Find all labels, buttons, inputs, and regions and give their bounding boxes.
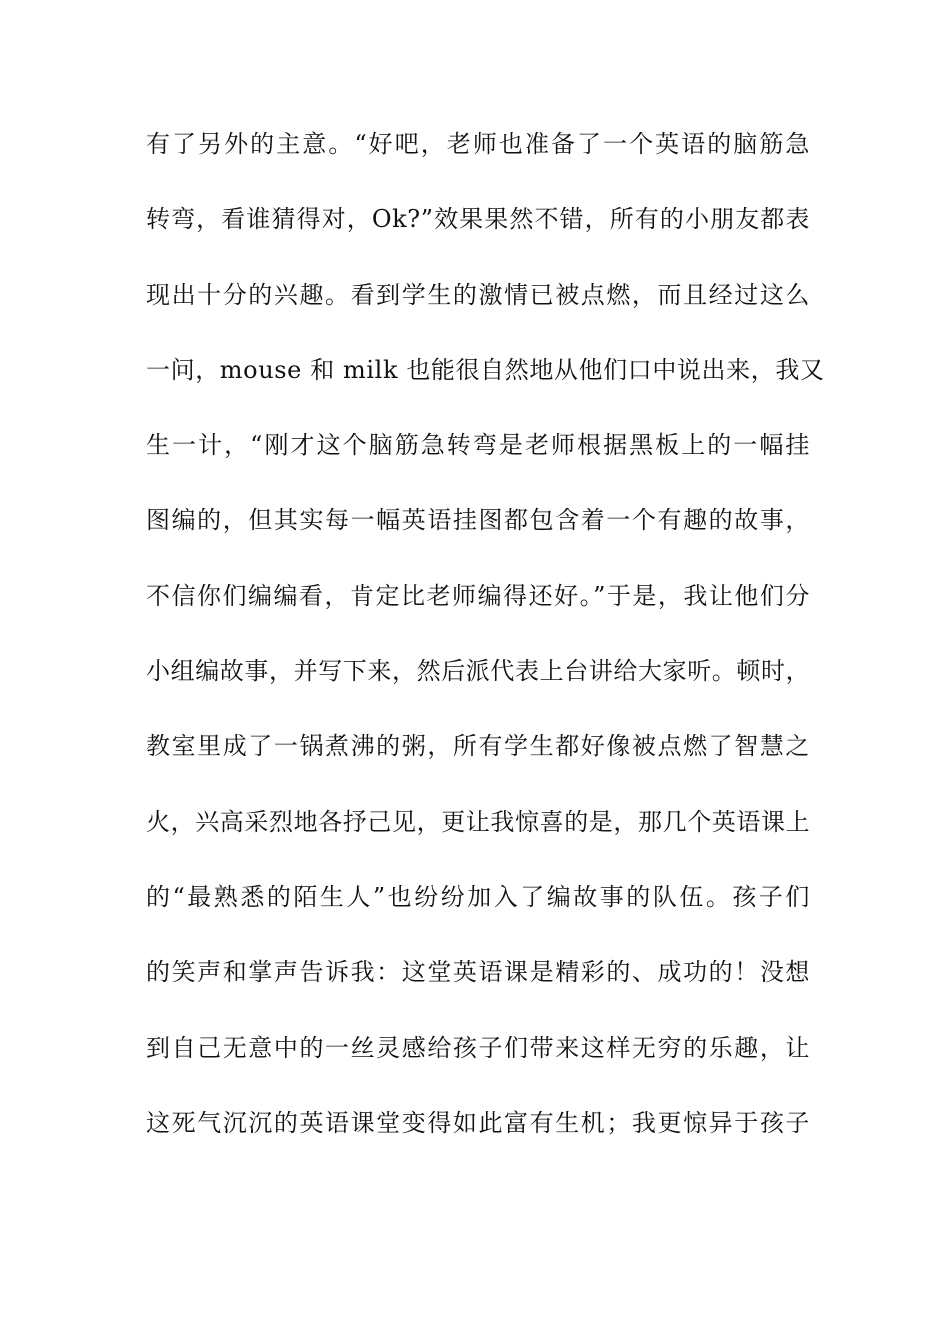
text-line: 有了另外的主意。“好吧，老师也准备了一个英语的脑筋急 xyxy=(146,130,810,158)
text-line: 的笑声和掌声告诉我：这堂英语课是精彩的、成功的！没想 xyxy=(146,958,810,987)
text-line: 的“最熟悉的陌生人”也纷纷加入了编故事的队伍。孩子们 xyxy=(146,882,810,911)
text-line: 到自己无意中的一丝灵感给孩子们带来这样无穷的乐趣，让 xyxy=(146,1033,810,1062)
text-line: 不信你们编编看，肯定比老师编得还好。”于是，我让他们分 xyxy=(146,581,810,610)
text-line: 教室里成了一锅煮沸的粥，所有学生都好像被点燃了智慧之 xyxy=(146,732,810,761)
text-line: 生一计，“刚才这个脑筋急转弯是老师根据黑板上的一幅挂 xyxy=(146,431,810,460)
text-line: 一问，mouse 和 milk 也能很自然地从他们口中说出来，我又 xyxy=(146,355,825,384)
text-line: 转弯，看谁猜得对，Ok?”效果果然不错，所有的小朋友都表 xyxy=(146,205,810,234)
text-line: 这死气沉沉的英语课堂变得如此富有生机；我更惊异于孩子 xyxy=(146,1108,810,1137)
text-line: 小组编故事，并写下来，然后派代表上台讲给大家听。顿时， xyxy=(146,657,811,686)
text-line: 火，兴高采烈地各抒己见，更让我惊喜的是，那几个英语课上 xyxy=(146,807,811,836)
text-line: 现出十分的兴趣。看到学生的激情已被点燃，而且经过这么 xyxy=(146,280,810,309)
text-line: 图编的，但其实每一幅英语挂图都包含着一个有趣的故事， xyxy=(146,506,810,535)
body-text xyxy=(146,129,825,1138)
